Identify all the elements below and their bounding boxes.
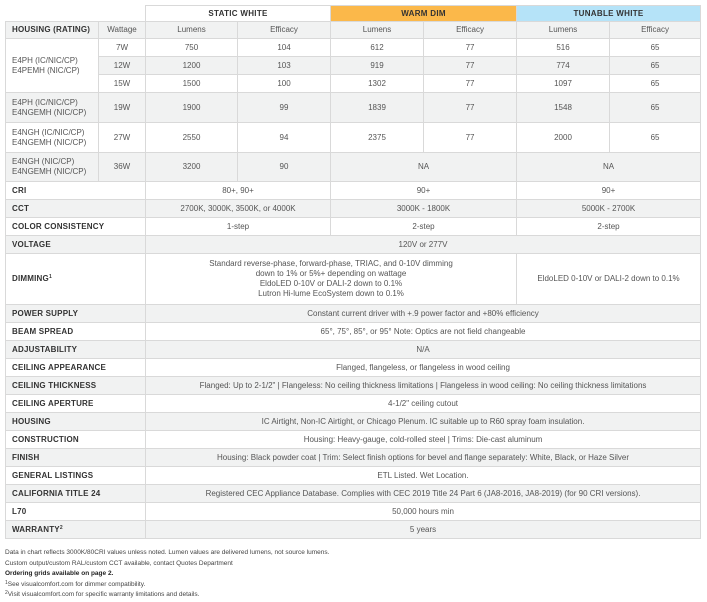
spec-row <box>6 395 701 413</box>
table-row <box>6 153 701 182</box>
dimming-row <box>6 254 701 305</box>
spec-row <box>6 467 701 485</box>
housing-cell: E4NGH (NIC/CP) E4NGEMH (NIC/CP) <box>6 153 99 182</box>
wattage-cell: 12W <box>99 57 146 75</box>
row-label: HOUSING <box>6 413 146 431</box>
spec-row <box>6 503 701 521</box>
spec-row <box>6 449 701 467</box>
cct-row <box>6 200 701 218</box>
cell: 2550 <box>146 123 238 153</box>
wattage-cell: 15W <box>99 75 146 93</box>
cell: 100 <box>238 75 331 93</box>
row-label: ADJUSTABILITY <box>6 341 146 359</box>
cell: Registered CEC Appliance Database. Complies with CEC 2019 Title 24 Part 6 (JA8-2016, JA8-2019) (for 90 CRI versions). <box>146 485 701 503</box>
row-label: POWER SUPPLY <box>6 305 146 323</box>
table-row <box>6 39 701 57</box>
cell: 2000 <box>517 123 610 153</box>
cell: NA <box>331 153 517 182</box>
cell: 65°, 75°, 85°, or 95° Note: Optics are not field changeable <box>146 323 701 341</box>
cell: Constant current driver with +.9 power factor and +80% efficiency <box>146 305 701 323</box>
cell: 99 <box>238 93 331 123</box>
row-label: CEILING THICKNESS <box>6 377 146 395</box>
cell: 2375 <box>331 123 424 153</box>
color-consistency-row <box>6 218 701 236</box>
cell: Flanged, flangeless, or flangeless in wood ceiling <box>146 359 701 377</box>
cell: 65 <box>610 75 701 93</box>
footnote-2: $^2$Visit visualcomfort.com for specific warranty limitations and details. <box>5 590 200 598</box>
cell: 80+, 90+ <box>146 182 331 200</box>
row-label: BEAM SPREAD <box>6 323 146 341</box>
cell: N/A <box>146 341 701 359</box>
footnotes <box>5 548 329 601</box>
cell: 612 <box>331 39 424 57</box>
cell: Flanged: Up to 2-1/2" | Flangeless: No ceiling thickness limitations | Flangeless in wood ceiling: No ceiling thickness limitations <box>146 377 701 395</box>
spec-row <box>6 413 701 431</box>
cell: 65 <box>610 39 701 57</box>
row-label: L70 <box>6 503 146 521</box>
row-label: COLOR CONSISTENCY <box>6 218 146 236</box>
housing-cell: E4PH (IC/NIC/CP) E4NGEMH (NIC/CP) <box>6 93 99 123</box>
cell: 1097 <box>517 75 610 93</box>
cell: 2700K, 3000K, 3500K, or 4000K <box>146 200 331 218</box>
static-white-header: STATIC WHITE <box>146 6 331 22</box>
cell: 5000K - 2700K <box>517 200 701 218</box>
cell: Housing: Heavy-gauge, cold-rolled steel | Trims: Die-cast aluminum <box>146 431 701 449</box>
spec-row <box>6 431 701 449</box>
wattage-cell: 7W <box>99 39 146 57</box>
cri-row <box>6 182 701 200</box>
cell: 94 <box>238 123 331 153</box>
cell: 104 <box>238 39 331 57</box>
table-row <box>6 93 701 123</box>
efficacy-header: Efficacy <box>424 22 517 39</box>
cell: 120V or 277V <box>146 236 701 254</box>
wattage-cell: 19W <box>99 93 146 123</box>
efficacy-header: Efficacy <box>610 22 701 39</box>
footnote-1: $^1$See visualcomfort.com for dimmer compatibility. <box>5 579 146 588</box>
row-label: VOLTAGE <box>6 236 146 254</box>
cell: 90 <box>238 153 331 182</box>
row-label: CCT <box>6 200 146 218</box>
cell: 1900 <box>146 93 238 123</box>
cell: EldoLED 0-10V or DALI-2 down to 0.1% <box>517 254 701 305</box>
cell: 2-step <box>331 218 517 236</box>
tunable-white-header: TUNABLE WHITE <box>517 6 701 22</box>
cell: 77 <box>424 93 517 123</box>
cell: 90+ <box>517 182 701 200</box>
row-label: CEILING APPEARANCE <box>6 359 146 377</box>
cell: 65 <box>610 93 701 123</box>
row-label: FINISH <box>6 449 146 467</box>
cell: 1548 <box>517 93 610 123</box>
cell: Standard reverse-phase, forward-phase, TRIAC, and 0-10V dimming down to 1% or 5%+ depending on wattage EldoLED 0-10V or DALI-2 down to 0.1% Lutron Hi-lume EcoSystem down to 0.1% <box>146 254 517 305</box>
cell: 516 <box>517 39 610 57</box>
warranty-row <box>6 521 701 539</box>
cell: 3200 <box>146 153 238 182</box>
cell: 1302 <box>331 75 424 93</box>
cell: 77 <box>424 39 517 57</box>
cell: 77 <box>424 123 517 153</box>
cell: 774 <box>517 57 610 75</box>
cell: 65 <box>610 123 701 153</box>
voltage-row <box>6 236 701 254</box>
spec-row <box>6 359 701 377</box>
cell: 3000K - 1800K <box>331 200 517 218</box>
spec-row <box>6 341 701 359</box>
cell: 2-step <box>517 218 701 236</box>
cell: 919 <box>331 57 424 75</box>
table-row <box>6 123 701 153</box>
efficacy-header: Efficacy <box>238 22 331 39</box>
cell: 50,000 hours min <box>146 503 701 521</box>
wattage-header: Wattage <box>99 22 146 39</box>
lumens-header: Lumens <box>146 22 238 39</box>
cell: IC Airtight, Non-IC Airtight, or Chicago Plenum. IC suitable up to R60 spray foam insulation. <box>146 413 701 431</box>
warm-dim-header: WARM DIM <box>331 6 517 22</box>
cell: NA <box>517 153 701 182</box>
cell: 5 years <box>146 521 701 539</box>
note: Custom output/custom RAL/custom CCT available, contact Quotes Department <box>5 559 233 567</box>
housing-cell: E4PH (IC/NIC/CP) E4PEMH (NIC/CP) <box>6 39 99 93</box>
housing-rating-header: HOUSING (RATING) <box>6 22 99 39</box>
note: Data in chart reflects 3000K/80CRI values unless noted. Lumen values are delivered lumens, not source lumens. <box>5 549 330 556</box>
spec-table <box>5 5 701 539</box>
blank-corner <box>6 6 146 22</box>
cell: 1200 <box>146 57 238 75</box>
cell: 1-step <box>146 218 331 236</box>
housing-cell: E4NGH (IC/NIC/CP) E4NGEMH (NIC/CP) <box>6 123 99 153</box>
row-label: WARRANTY$^2$ <box>6 521 146 539</box>
lumens-header: Lumens <box>517 22 610 39</box>
lumens-header: Lumens <box>331 22 424 39</box>
row-label: DIMMING$^1$ <box>6 254 146 305</box>
row-label: CONSTRUCTION <box>6 431 146 449</box>
table-row <box>6 57 701 75</box>
note: Ordering grids available on page 2. <box>5 570 114 577</box>
cell: Housing: Black powder coat | Trim: Select finish options for bevel and flange separately: White, Black, or Haze Silver <box>146 449 701 467</box>
row-label: GENERAL LISTINGS <box>6 467 146 485</box>
cell: 1839 <box>331 93 424 123</box>
wattage-cell: 36W <box>99 153 146 182</box>
cell: 103 <box>238 57 331 75</box>
spec-row <box>6 485 701 503</box>
row-label: CEILING APERTURE <box>6 395 146 413</box>
row-label: CALIFORNIA TITLE 24 <box>6 485 146 503</box>
cell: 77 <box>424 57 517 75</box>
spec-row <box>6 323 701 341</box>
cell: 1500 <box>146 75 238 93</box>
table-row <box>6 75 701 93</box>
cell: 750 <box>146 39 238 57</box>
cell: 90+ <box>331 182 517 200</box>
spec-row <box>6 305 701 323</box>
cell: 65 <box>610 57 701 75</box>
cell: 77 <box>424 75 517 93</box>
cell: ETL Listed. Wet Location. <box>146 467 701 485</box>
row-label: CRI <box>6 182 146 200</box>
spec-row <box>6 377 701 395</box>
cell: 4-1/2" ceiling cutout <box>146 395 701 413</box>
wattage-cell: 27W <box>99 123 146 153</box>
